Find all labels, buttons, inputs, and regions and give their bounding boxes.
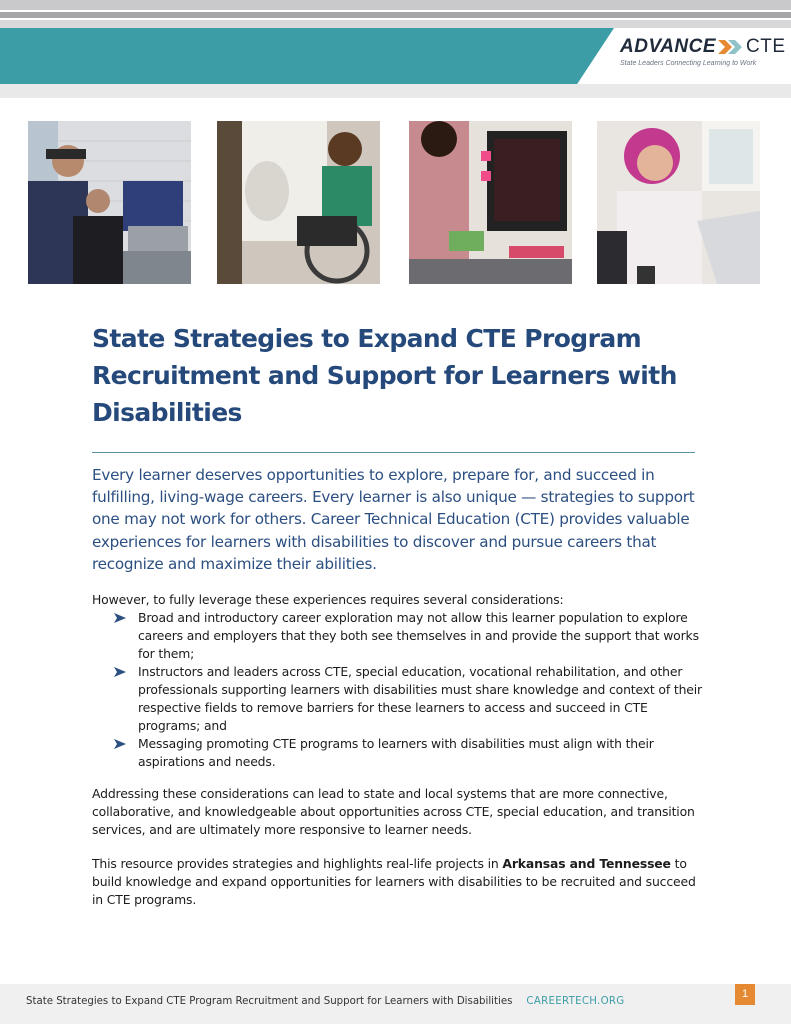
photo-laptop-learner: [597, 121, 760, 284]
photo-easel-drawing: [217, 121, 380, 284]
footer-doc-title: State Strategies to Expand CTE Program Recruitment and Support for Learners with Disabilities: [26, 996, 513, 1007]
footer-website-link[interactable]: CAREERTECH.ORG: [526, 996, 625, 1007]
intro-paragraph: Every learner deserves opportunities to explore, prepare for, and succeed in fulfilling, living-wage careers. Every learner is also unique — strategies to support one may not work for others. Career Technical Education (CTE) provides valuable experiences for learners with disabilities to discover and pursue careers that recognize and maximize their abilities.: [92, 466, 695, 573]
advance-cte-logo: [620, 36, 786, 67]
list-item: [114, 735, 704, 771]
footer-text: [26, 996, 624, 1007]
photo-miter-saw: [28, 121, 191, 284]
arrow-bullet-icon: [114, 613, 126, 623]
title-divider: [92, 452, 695, 453]
considerations-lead: However, to fully leverage these experiences requires several considerations:: [92, 592, 564, 607]
header-stripe-middle: [0, 12, 791, 18]
header-grey-band: [0, 84, 791, 98]
arrow-bullet-icon: [114, 667, 126, 677]
logo-chevrons-icon: [718, 40, 744, 54]
logo-tagline: State Leaders Connecting Learning to Work: [620, 60, 757, 67]
page-number-badge: 1: [735, 984, 755, 1005]
arrow-bullet-icon: [114, 739, 126, 749]
logo-wordmark-advance: ADVANCE: [620, 36, 717, 57]
photo-computer-desk: [409, 121, 572, 284]
resource-states-bold: Arkansas and Tennessee: [502, 856, 671, 871]
resource-text-before: This resource provides strategies and highlights real-life projects in: [92, 856, 503, 871]
list-item-text: Broad and introductory career exploration may not allow this learner population to explore careers and employers that they both see themselves in and provide the support that works for them;: [138, 610, 699, 661]
list-item-text: Messaging promoting CTE programs to learners with disabilities must align with their aspirations and needs.: [138, 736, 654, 769]
logo-wordmark-cte: CTE: [746, 36, 786, 57]
resource-paragraph: [92, 855, 704, 909]
considerations-list: [114, 609, 704, 771]
header-stripe-bottom: [0, 20, 791, 28]
list-item: [114, 609, 704, 663]
header-stripe-top: [0, 0, 791, 10]
header-teal-banner: [0, 28, 614, 84]
page-title: State Strategies to Expand CTE Program Recruitment and Support for Learners with Disabilities: [92, 324, 677, 427]
list-item-text: Instructors and leaders across CTE, special education, vocational rehabilitation, and other professionals supporting learners with disabilities must share knowledge and context of their respective fields to remove barriers for these learners to access and succeed in CTE programs; and: [138, 664, 702, 733]
resource-text-after: to build knowledge and expand opportunities for learners with disabilities to be recruited and succeed in CTE programs.: [92, 856, 696, 907]
list-item: [114, 663, 704, 735]
addressing-paragraph: Addressing these considerations can lead to state and local systems that are more connective, collaborative, and knowledgeable about opportunities across CTE, special education, and transition services, and are ultimately more responsive to learner needs.: [92, 786, 695, 837]
